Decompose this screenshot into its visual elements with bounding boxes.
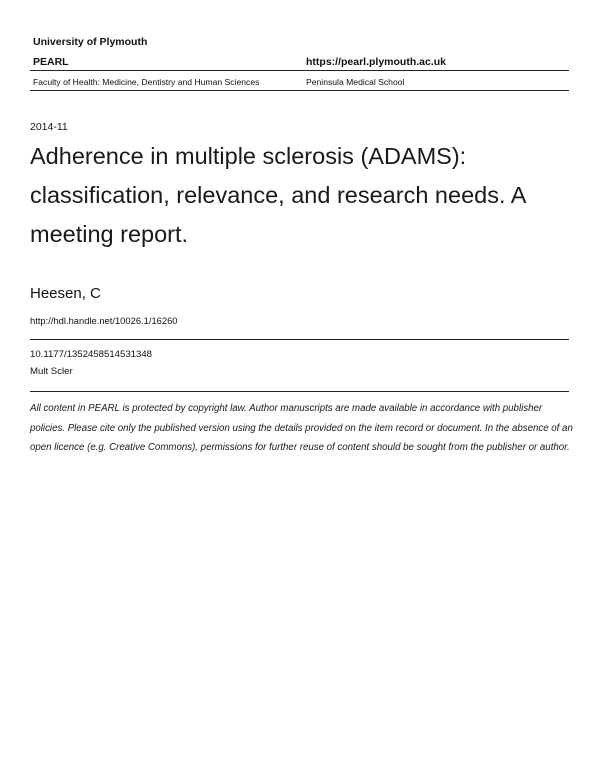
metadata-divider-bottom [30,391,569,392]
university-name: University of Plymouth [33,36,148,48]
faculty-name: Faculty of Health: Medicine, Dentistry and Human Sciences [33,77,260,87]
school-name: Peninsula Medical School [306,77,405,87]
author-name: Heesen, C [30,285,101,302]
copyright-notice: All content in PEARL is protected by copyright law. Author manuscripts are made available in accordance with publisher policies. Please cite only the published version using the details provided on the item record or document. In the absence of an open licence (e.g. Creative Commons), permissions for further reuse of content should be sought from the publisher or author. [30,403,573,454]
doi-text: 10.1177/1352458514531348 [30,349,153,360]
document-title: Adherence in multiple sclerosis (ADAMS): classification, relevance, and research needs. A meeting report. [30,143,526,247]
repository-name: PEARL [33,56,69,68]
header-divider-bottom [30,90,569,91]
journal-name: Mult Scler [30,366,73,377]
repository-url[interactable]: https://pearl.plymouth.ac.uk [306,56,447,68]
handle-link[interactable]: http://hdl.handle.net/10026.1/16260 [30,315,178,326]
publication-date: 2014-11 [30,121,68,133]
header-divider-top [30,70,569,71]
metadata-divider-top [30,339,569,340]
